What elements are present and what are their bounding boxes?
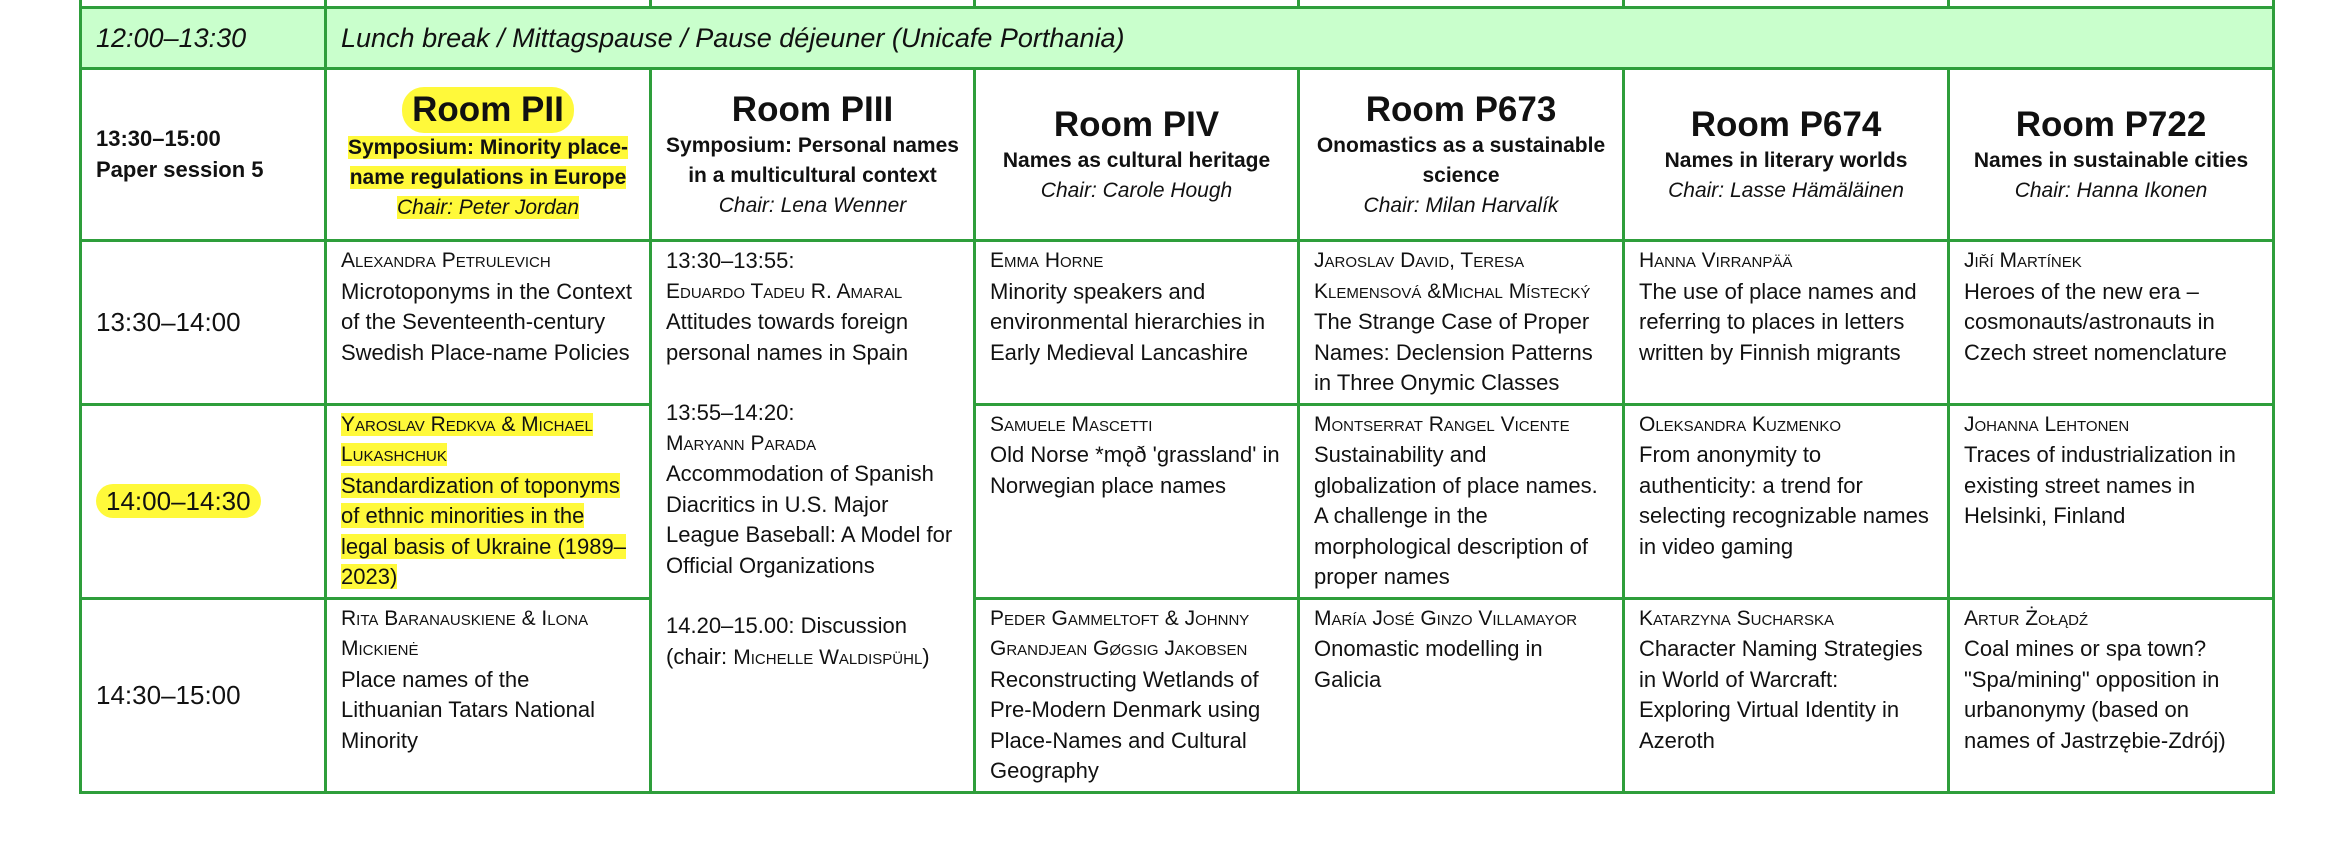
talk-authors: Alexandra Petrulevich [341,249,551,272]
talk-authors: Peder Gammeltoft & Johnny Grandjean Gøgsig Jakobsen [990,606,1250,660]
room-name: Room P673 [1365,89,1557,129]
talk-title: Attitudes towards foreign personal names in Spain [666,309,909,365]
talk-cell [326,404,651,598]
cell [975,0,1299,8]
chair-prefix: (chair: [666,643,734,669]
room-chair: Chair: Lasse Hämäläinen [1668,178,1904,202]
talk-title: The use of place names and referring to places in letters written by Finnish migrants [1639,278,1917,365]
talk-title: Onomastic modelling in Galicia [1314,636,1543,692]
piii-block [651,241,975,793]
room-name: Room PIV [1053,104,1220,144]
piii-time: 13:55–14:20: [666,400,795,425]
talk-cell [1299,241,1624,405]
talk-cell [1949,598,2274,792]
room-header-pii [326,69,651,241]
room-header-p673 [1299,69,1624,241]
previous-row-edge [81,0,2274,8]
room-subtitle: Symposium: Personal names in a multicultural context [666,133,959,187]
talk-authors: Katarzyna Sucharska [1639,606,1834,630]
talk-cell [975,598,1299,792]
room-header-piv [975,69,1299,241]
talk-cell [1299,598,1624,792]
talk-authors: Johanna Lehtonen [1964,412,2130,436]
talk-authors: Eduardo Tadeu R. Amaral [666,279,903,303]
cell [1949,0,2274,8]
schedule-table [79,0,2275,794]
talk-cell [1624,404,1949,598]
room-name: Room P674 [1690,104,1882,144]
talk-authors: Emma Horne [990,249,1104,272]
talk-title: From anonymity to authenticity: a trend for selecting recognizable names in video gaming [1639,442,1929,559]
talk-title: Standardization of toponyms of ethnic minorities in the legal basis of Ukraine (1989–2023) [341,472,626,589]
room-chair: Chair: Lena Wenner [718,193,907,217]
talk-authors: Maryann Parada [666,431,817,455]
session-cell [81,69,326,241]
talk-title: Accommodation of Spanish Diacritics in U.S. Major League Baseball: A Model for Official Organizations [666,461,953,578]
slot-row-1 [81,241,2274,405]
talk-title: Minority speakers and environmental hierarchies in Early Medieval Lancashire [990,278,1266,365]
talk-cell [326,598,651,792]
talk-authors: Oleksandra Kuzmenko [1639,412,1842,436]
talk-title: Place names of the Lithuanian Tatars National Minority [341,666,595,753]
chair-name: Michelle Waldispühl [733,645,923,669]
talk-cell [1299,404,1624,598]
slot-time: 14:00–14:30 [96,484,261,518]
talk-authors: Samuele Mascetti [990,412,1153,436]
cell [1624,0,1949,8]
talk-authors: Montserrat Rangel Vicente [1314,412,1570,436]
talk-title: Traces of industrialization in existing street names in Helsinki, Finland [1964,442,2236,528]
room-header-p722 [1949,69,2274,241]
chair-suffix: ) [922,643,930,669]
talk-title: Old Norse *mǫð 'grassland' in Norwegian place names [990,442,1280,498]
talk-title: Microtoponyms in the Context of the Seventeenth-century Swedish Place-name Policies [341,278,633,365]
slot-time-cell [81,404,326,598]
room-name: Room PIII [731,89,894,129]
talk-authors: Artur Żołądź [1964,606,2089,630]
room-subtitle: Names as cultural heritage [1002,148,1271,172]
talk-title: Character Naming Strategies in World of Warcraft: Exploring Virtual Identity in Azeroth [1639,636,1923,753]
talk-cell [1949,241,2274,405]
talk-authors: María José Ginzo Villamayor [1314,606,1578,630]
lunch-row [81,8,2274,69]
talk-cell [975,241,1299,405]
discussion-chair [666,642,959,674]
slot-time: 13:30–14:00 [81,241,326,405]
talk-cell [1624,241,1949,405]
room-chair: Chair: Milan Harvalík [1363,193,1559,217]
room-header-row [81,69,2274,241]
talk-authors: Jaroslav David, Teresa Klemensová &Michal Místecký [1314,249,1591,303]
room-name: Room P722 [2015,104,2207,144]
room-header-piii [651,69,975,241]
slot-row-3 [81,598,2274,792]
talk-authors: Yaroslav Redkva & Michael Lukashchuk [341,412,593,466]
slot-row-2 [81,404,2274,598]
talk-title: Coal mines or spa town? "Spa/mining" opposition in urbanonymy (based on names of Jastrzębie-Zdrój) [1964,636,2226,753]
cell [651,0,975,8]
talk-title: The Strange Case of Proper Names: Declension Patterns in Three Onymic Classes [1314,309,1593,395]
piii-time: 13:30–13:55: [666,248,795,273]
talk-authors: Hanna Virranpää [1639,249,1793,272]
room-chair: Chair: Peter Jordan [396,195,580,219]
cell [81,0,326,8]
session-time: 13:30–15:00 [96,126,221,151]
cell [326,0,651,8]
talk-authors: Jiří Martínek [1964,249,2082,272]
talk-cell [326,241,651,405]
talk-title: Sustainability and globalization of place names. A challenge in the morphological description of proper names [1314,442,1598,589]
room-subtitle: Symposium: Minority place-name regulations in Europe [347,135,629,189]
lunch-text: Lunch break / Mittagspause / Pause déjeuner (Unicafe Porthania) [326,8,2274,69]
room-chair: Chair: Hanna Ikonen [2014,178,2208,202]
talk-cell [1949,404,2274,598]
session-label: Paper session 5 [96,156,264,182]
talk-title: Heroes of the new era – cosmonauts/astronauts in Czech street nomenclature [1964,278,2227,365]
talk-cell [975,404,1299,598]
slot-time: 14:30–15:00 [81,598,326,792]
room-header-p674 [1624,69,1949,241]
talk-title: Reconstructing Wetlands of Pre-Modern Denmark using Place-Names and Cultural Geography [990,666,1261,783]
room-name: Room PII [402,87,574,133]
room-subtitle: Names in literary worlds [1664,148,1908,172]
room-subtitle: Names in sustainable cities [1973,148,2249,172]
room-subtitle: Onomastics as a sustainable science [1316,133,1606,187]
talk-authors: Rita Baranauskiene & Ilona Mickienė [341,606,589,660]
lunch-time: 12:00–13:30 [81,8,326,69]
piii-time: 14.20–15.00: Discussion [666,613,907,638]
cell [1299,0,1624,8]
room-chair: Chair: Carole Hough [1040,178,1233,202]
talk-cell [1624,598,1949,792]
